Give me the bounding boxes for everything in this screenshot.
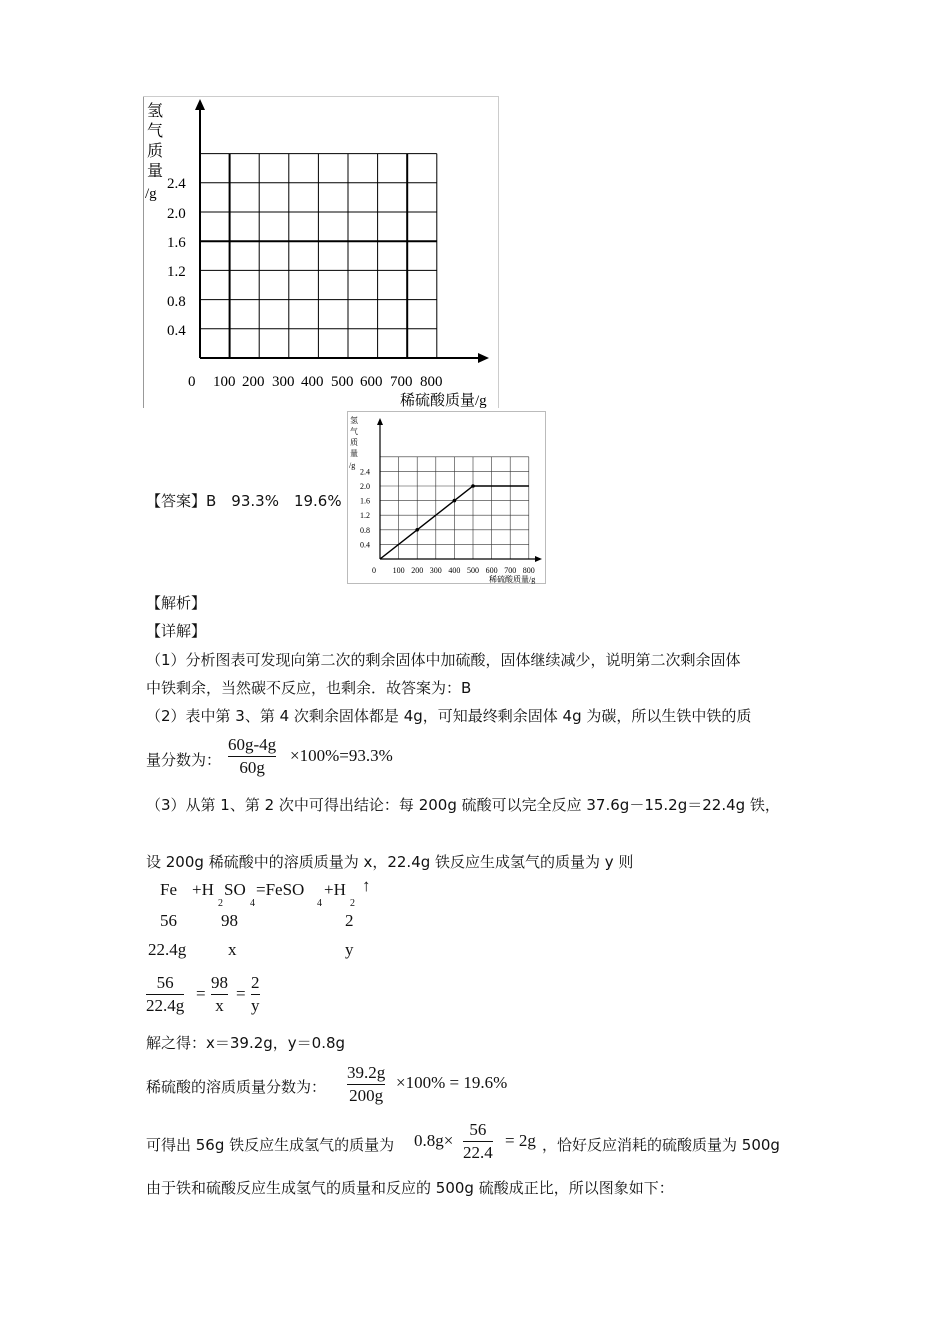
ratio-row2-a: 22.4g (148, 940, 187, 959)
ylabel-char: 量 (350, 449, 358, 458)
x-tick-label: 700 (390, 374, 413, 390)
last-line: 由于铁和硫酸反应生成氢气的质量和反应的 500g 硫酸成正比，所以图象如下： (146, 1179, 674, 1197)
x-tick-label: 500 (467, 566, 479, 575)
ylabel-char: /g (349, 461, 356, 470)
x-tick-label: 300 (272, 374, 295, 390)
p2-prefix: 量分数为： (146, 751, 222, 769)
x-axis-label: 稀硫酸质量/g (489, 575, 536, 584)
x-tick-label: 400 (448, 566, 461, 575)
data-point (471, 484, 475, 488)
small-grid (380, 457, 529, 559)
p3-line2: 设 200g 稀硫酸中的溶质质量为 x，22.4g 铁反应生成氢气的质量为 y 则 (146, 853, 634, 871)
x-axis-arrow (478, 353, 489, 363)
eq-sub: 2 (350, 898, 355, 909)
eq-sub: 2 (218, 898, 223, 909)
h2-prefix: 可得出 56g 铁反应生成氢气的质量为 (146, 1136, 395, 1154)
small-x-ticks (372, 566, 535, 575)
y-tick-label: 2.0 (167, 206, 186, 222)
x-tick-label: 400 (301, 374, 324, 390)
p2-fraction (228, 734, 276, 779)
h2-fraction (463, 1119, 493, 1164)
fraction-numerator: 60g-4g (228, 735, 277, 754)
y-axis-arrow (377, 418, 383, 425)
ratio-row2-b: x (228, 940, 237, 959)
eq-plus-h2: +H (324, 880, 346, 899)
x-tick-label: 100 (392, 566, 405, 575)
answer-label: 【答案】B 93.3% 19.6% (146, 492, 342, 510)
ylabel-char: 量 (147, 163, 164, 180)
x-tick-label: 300 (429, 566, 442, 575)
x-tick-label: 200 (242, 374, 265, 390)
y-tick-label: 2.0 (360, 482, 370, 491)
solve-line: 解之得：x＝39.2g，y＝0.8g (146, 1034, 346, 1052)
blank-chart (143, 96, 500, 408)
eq-sub: 4 (250, 898, 255, 909)
eq-sub: 4 (317, 898, 322, 909)
h2-result: = 2g (505, 1131, 536, 1150)
ratio-row2-c: y (345, 940, 354, 959)
ylabel-char: 氢 (350, 416, 358, 425)
fraction-numerator: 98 (211, 973, 228, 992)
conc-tail: ×100% = 19.6% (396, 1073, 508, 1092)
fraction-denominator: 60g (239, 758, 265, 777)
data-point (415, 528, 419, 532)
ylabel-char: 氢 (147, 103, 164, 120)
blank-grid (200, 154, 437, 358)
proportion-fraction-1 (146, 972, 184, 1017)
analysis-heading: 【解析】 (146, 594, 207, 612)
data-point (453, 499, 457, 503)
fraction-denominator: y (251, 996, 260, 1015)
y-axis-arrow (195, 99, 205, 110)
eq-arrow: ↑ (362, 876, 371, 895)
x-tick-label: 0 (188, 374, 196, 390)
ylabel-char: 气 (147, 123, 164, 140)
y-tick-label: 1.2 (167, 264, 186, 280)
x-tick-label: 800 (420, 374, 443, 390)
fraction-numerator: 56 (156, 973, 174, 992)
x-axis-arrow (535, 556, 542, 562)
eq-fe: Fe (160, 880, 177, 899)
ratio-row1-b: 98 (221, 911, 238, 930)
y-tick-label: 2.4 (167, 176, 186, 192)
x-tick-label: 100 (213, 374, 236, 390)
equals-sign: = (236, 984, 246, 1003)
y-tick-label: 2.4 (360, 467, 370, 477)
fraction-denominator: x (215, 996, 224, 1015)
p2-line1: （2）表中第 3、第 4 次剩余固体都是 4g，可知最终剩余固体 4g 为碳，所以生铁中铁的质 (146, 707, 752, 725)
fraction-numerator: 39.2g (347, 1063, 386, 1082)
h2-suffix: ，恰好反应消耗的硫酸质量为 500g (542, 1136, 780, 1154)
answer-chart (347, 411, 547, 585)
p2-tail: ×100%=93.3% (290, 746, 393, 765)
ylabel-char: /g (145, 186, 157, 202)
detail-heading: 【详解】 (146, 622, 207, 640)
h2-mid: 0.8g× (414, 1131, 454, 1150)
ratio-row1-c: 2 (345, 911, 354, 930)
ratio-row1-a: 56 (160, 911, 177, 930)
equals-sign: = (196, 984, 206, 1003)
y-tick-label: 0.8 (360, 525, 370, 535)
y-tick-label: 0.4 (360, 540, 370, 550)
x-axis-label: 稀硫酸质量/g (400, 393, 487, 408)
x-tick-label: 0 (372, 566, 376, 575)
x-tick-label: 600 (360, 374, 383, 390)
eq-so: SO (224, 880, 246, 899)
y-tick-label: 1.2 (360, 511, 370, 521)
p3-line1: （3）从第 1、第 2 次中可得出结论：每 200g 硫酸可以完全反应 37.6g－15.2g＝22.4g 铁， (146, 796, 780, 814)
small-y-ticks (360, 467, 370, 549)
ylabel-char: 质 (147, 143, 164, 160)
fraction-denominator: 200g (349, 1086, 384, 1105)
proportion-fraction-3 (251, 972, 260, 1017)
x-tick-label: 500 (331, 374, 354, 390)
eq-feso: =FeSO (256, 880, 305, 899)
conc-prefix: 稀硫酸的溶质质量分数为： (146, 1078, 327, 1096)
x-tick-label: 200 (411, 566, 424, 575)
chart-frame (348, 412, 546, 584)
p1-line1: （1）分析图表可发现向第二次的剩余固体中加硫酸，固体继续减少，说明第二次剩余固体 (146, 651, 741, 669)
y-tick-label: 0.4 (167, 323, 186, 339)
y-tick-label: 0.8 (167, 294, 186, 310)
ylabel-char: 质 (350, 438, 358, 447)
proportion-fraction-2 (211, 972, 228, 1017)
fraction-numerator: 2 (251, 973, 260, 992)
eq-plus-h: +H (192, 880, 214, 899)
p1-line2: 中铁剩余，当然碳不反应，也剩余．故答案为：B (146, 679, 472, 697)
fraction-denominator: 22.4g (146, 996, 185, 1015)
ylabel-char: 气 (350, 427, 358, 436)
x-tick-label: 600 (485, 566, 498, 575)
x-tick-label: 800 (522, 566, 535, 575)
x-tick-label: 700 (504, 566, 517, 575)
fraction-denominator: 22.4 (463, 1143, 493, 1162)
y-tick-label: 1.6 (360, 496, 370, 506)
conc-fraction (347, 1062, 385, 1107)
y-tick-label: 1.6 (167, 235, 186, 251)
fraction-numerator: 56 (469, 1120, 487, 1139)
